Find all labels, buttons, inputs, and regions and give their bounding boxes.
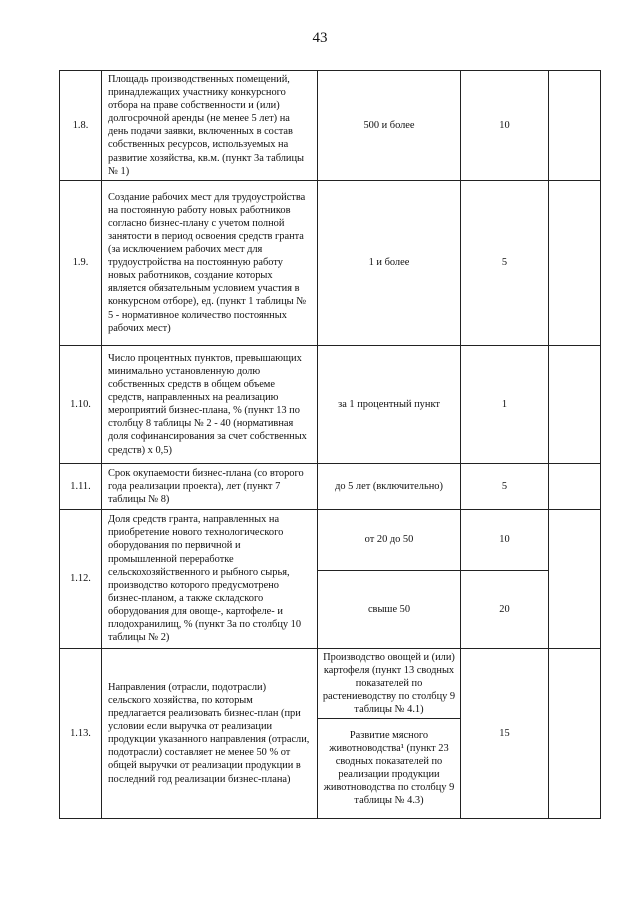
empty-cell [549, 509, 601, 648]
row-number: 1.13. [60, 648, 102, 818]
table-row [60, 648, 601, 718]
table-row [60, 180, 601, 345]
table-row [60, 463, 601, 509]
row-number: 1.11. [60, 463, 102, 509]
criterion-points: 10 [461, 509, 549, 570]
criterion-value: за 1 процентный пункт [318, 345, 461, 463]
page-number: 43 [312, 30, 328, 46]
row-description: Срок окупаемости бизнес-плана (со второго года реализации проекта), лет (пункт 7 таблицы № 8) [102, 463, 318, 509]
row-number: 1.10. [60, 345, 102, 463]
criterion-value: Производство овощей и (или) картофеля (пункт 13 сводных показателей по растениеводству по столбцу 9 таблицы № 4.1) [318, 648, 461, 718]
criterion-value: Развитие мясного животноводства¹ (пункт 23 сводных показателей по реализации продукции животноводства по столбцу 9 таблицы № 4.3) [318, 718, 461, 818]
empty-cell [549, 648, 601, 818]
empty-cell [549, 345, 601, 463]
empty-cell [549, 180, 601, 345]
criterion-value: от 20 до 50 [318, 509, 461, 570]
table-row [60, 345, 601, 463]
row-description: Число процентных пунктов, превышающих минимально установленную долю собственных средств в общем объеме средств, направленных на реализацию мероприятий бизнес-плана, % (пункт 13 по столбцу 8 таблицы № 2 - 40 (нормативная доля софинансирования за счет собственных средств) х 0,5) [102, 345, 318, 463]
empty-cell [549, 71, 601, 181]
criterion-points: 15 [461, 648, 549, 818]
row-description: Доля средств гранта, направленных на приобретение нового технологического оборудования по первичной и промышленной переработке сельскохозяйственного и рыбного сырья, производство которого предусмотрено бизнес-планом, а также складского оборудования для овоще-, картофеле- и плодохранилищ, % (пункт 3а по столбцу 10 таблицы № 2) [102, 509, 318, 648]
criterion-points: 10 [461, 71, 549, 181]
row-number: 1.8. [60, 71, 102, 181]
criterion-value: свыше 50 [318, 570, 461, 648]
row-number: 1.9. [60, 180, 102, 345]
criterion-value: 1 и более [318, 180, 461, 345]
criterion-value: 500 и более [318, 71, 461, 181]
table-row [60, 509, 601, 570]
row-description: Площадь производственных помещений, принадлежащих участнику конкурсного отбора на праве собственности и (или) долгосрочной аренды (не менее 5 лет) на день подачи заявки, включенных в состав собственных ресурсов, используемых на развитие хозяйства, кв.м. (пункт 3а таблицы № 1) [102, 71, 318, 181]
criterion-value: до 5 лет (включительно) [318, 463, 461, 509]
table-row [60, 71, 601, 181]
row-description: Создание рабочих мест для трудоустройства на постоянную работу новых работников согласно бизнес-плану с учетом полной занятости в период освоения средств гранта (за исключением рабочих мест для трудоустройства на постоянную работу новых работников, создание которых является обязательным условием участия в конкурсном отборе), ед. (пункт 1 таблицы № 5 - нормативное количество постоянных рабочих мест) [102, 180, 318, 345]
empty-cell [549, 463, 601, 509]
criterion-points: 5 [461, 180, 549, 345]
criterion-points: 20 [461, 570, 549, 648]
row-description: Направления (отрасли, подотрасли) сельского хозяйства, по которым предлагается реализовать бизнес-план (при условии если выручка от реализации продукции указанного направления (отрасли, подотрасли) составляет не менее 50 % от общей выручки от реализации продукции в последний год реализации бизнес-плана) [102, 648, 318, 818]
row-number: 1.12. [60, 509, 102, 648]
criteria-table [59, 70, 601, 819]
criterion-points: 1 [461, 345, 549, 463]
criterion-points: 5 [461, 463, 549, 509]
